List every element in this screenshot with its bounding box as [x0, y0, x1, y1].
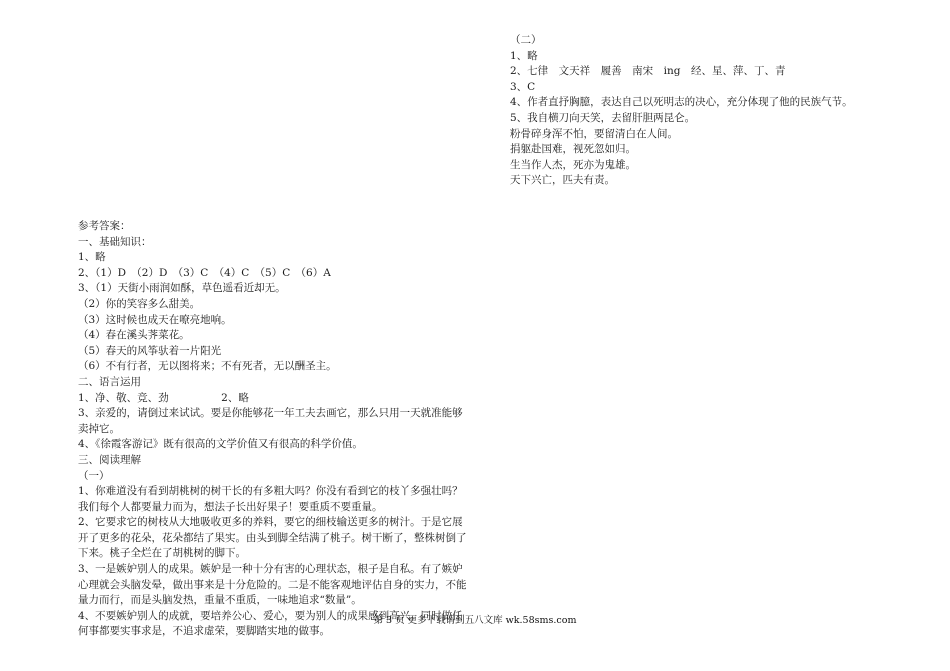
left-column-line: （2）你的笑容多么甜美。 [78, 297, 201, 310]
left-column-line: 1、你难道没有看到胡桃树的树干长的有多粗大吗？你没有看到它的枝丫多强壮吗？ [78, 485, 463, 498]
left-column-line: （3）这时候也成天在嘹亮地响。 [78, 313, 232, 326]
left-column-line: 3、一是嫉妒别人的成果。嫉妒是一种十分有害的心理状态，根子是自私。有了嫉妒 [78, 563, 463, 576]
left-column-line: 我们每个人都要量力而为，想法子长出好果子！要重质不要重量。 [78, 500, 383, 513]
left-column-line: 卖掉它。 [78, 422, 120, 435]
left-column-line: 1、净、敬、竞、劲 2、略 [78, 391, 249, 404]
right-column-line: 5、我自横刀向天笑，去留肝胆两昆仑。 [510, 111, 696, 124]
left-column-line: 1、略 [78, 251, 106, 264]
left-column-line: 何事都要实事求是，不追求虚荣，要脚踏实地的做事。 [78, 625, 330, 638]
left-column-line: 2、（1）D （2）D （3）C （4）C （5）C （6）A [78, 266, 331, 279]
left-column-line: 量力而行，而是头脑发热，重量不重质，一味地追求“数量”。 [78, 594, 362, 607]
right-column-line: 捐躯赴国难，视死忽如归。 [510, 143, 636, 156]
left-column-line: （5）春天的风筝驮着一片阳光 [78, 344, 222, 357]
answer-section-two [510, 33, 930, 189]
left-column-line: 3、（1）天街小雨润如酥，草色遥看近却无。 [78, 282, 286, 295]
left-column-line: 参考答案： [78, 220, 131, 232]
right-column-line: 生当作人杰，死亦为鬼雄。 [510, 158, 636, 171]
right-column-line: 1、略 [510, 49, 538, 62]
left-column-line: （6）不有行者，无以图将来；不有死者，无以酬圣主。 [78, 360, 337, 373]
right-column-line: 天下兴亡，匹夫有责。 [510, 174, 615, 187]
left-column-line: 3、亲爱的，请倒过来试试。要是你能够花一年工夫去画它，那么只用一天就准能够 [78, 407, 463, 420]
left-column-line: 下来。桃子全烂在了胡桃树的脚下。 [78, 547, 246, 560]
left-column-line: 4、《徐霞客游记》既有很高的文学价值又有很高的科学价值。 [78, 438, 363, 451]
left-column-line: 心理就会头脑发晕，做出事来是十分危险的。二是不能客观地评估自身的实力，不能 [78, 578, 467, 591]
left-column-line: 三、阅读理解 [78, 453, 141, 466]
right-column-line: 粉骨碎身浑不怕，要留清白在人间。 [510, 127, 678, 140]
left-column-line: 开了更多的花朵，花朵都结了果实。由头到脚全结满了桃子。树干断了，整株树倒了 [78, 531, 467, 544]
left-column-line: 一、基础知识： [78, 235, 152, 248]
answer-key-main [78, 219, 498, 640]
right-column-line: 3、C [510, 80, 536, 93]
left-column-line: 二、语言运用 [78, 375, 141, 388]
left-column-line: 2、它要求它的树枝从大地吸收更多的养料，要它的细枝输送更多的树汁。于是它展 [78, 516, 463, 529]
left-column-line: （一） [78, 469, 110, 482]
left-column-line: 4、不要嫉妒别人的成就，要培养公心、爱心，要为别人的成果感到高兴。同时做任 [78, 609, 463, 622]
page-footer: 第 3 页 更多下载请到五八文库 wk.58sms.com [373, 615, 577, 626]
left-column-line: （4）春在溪头荠菜花。 [78, 329, 190, 342]
right-column-line: 4、作者直抒胸臆，表达自己以死明志的决心，充分体现了他的民族气节。 [510, 96, 853, 109]
right-column-line: 2、七律 文天祥 履善 南宋 ing 经、星、萍、丁、青 [510, 65, 786, 78]
right-column-line: （二） [510, 34, 542, 46]
